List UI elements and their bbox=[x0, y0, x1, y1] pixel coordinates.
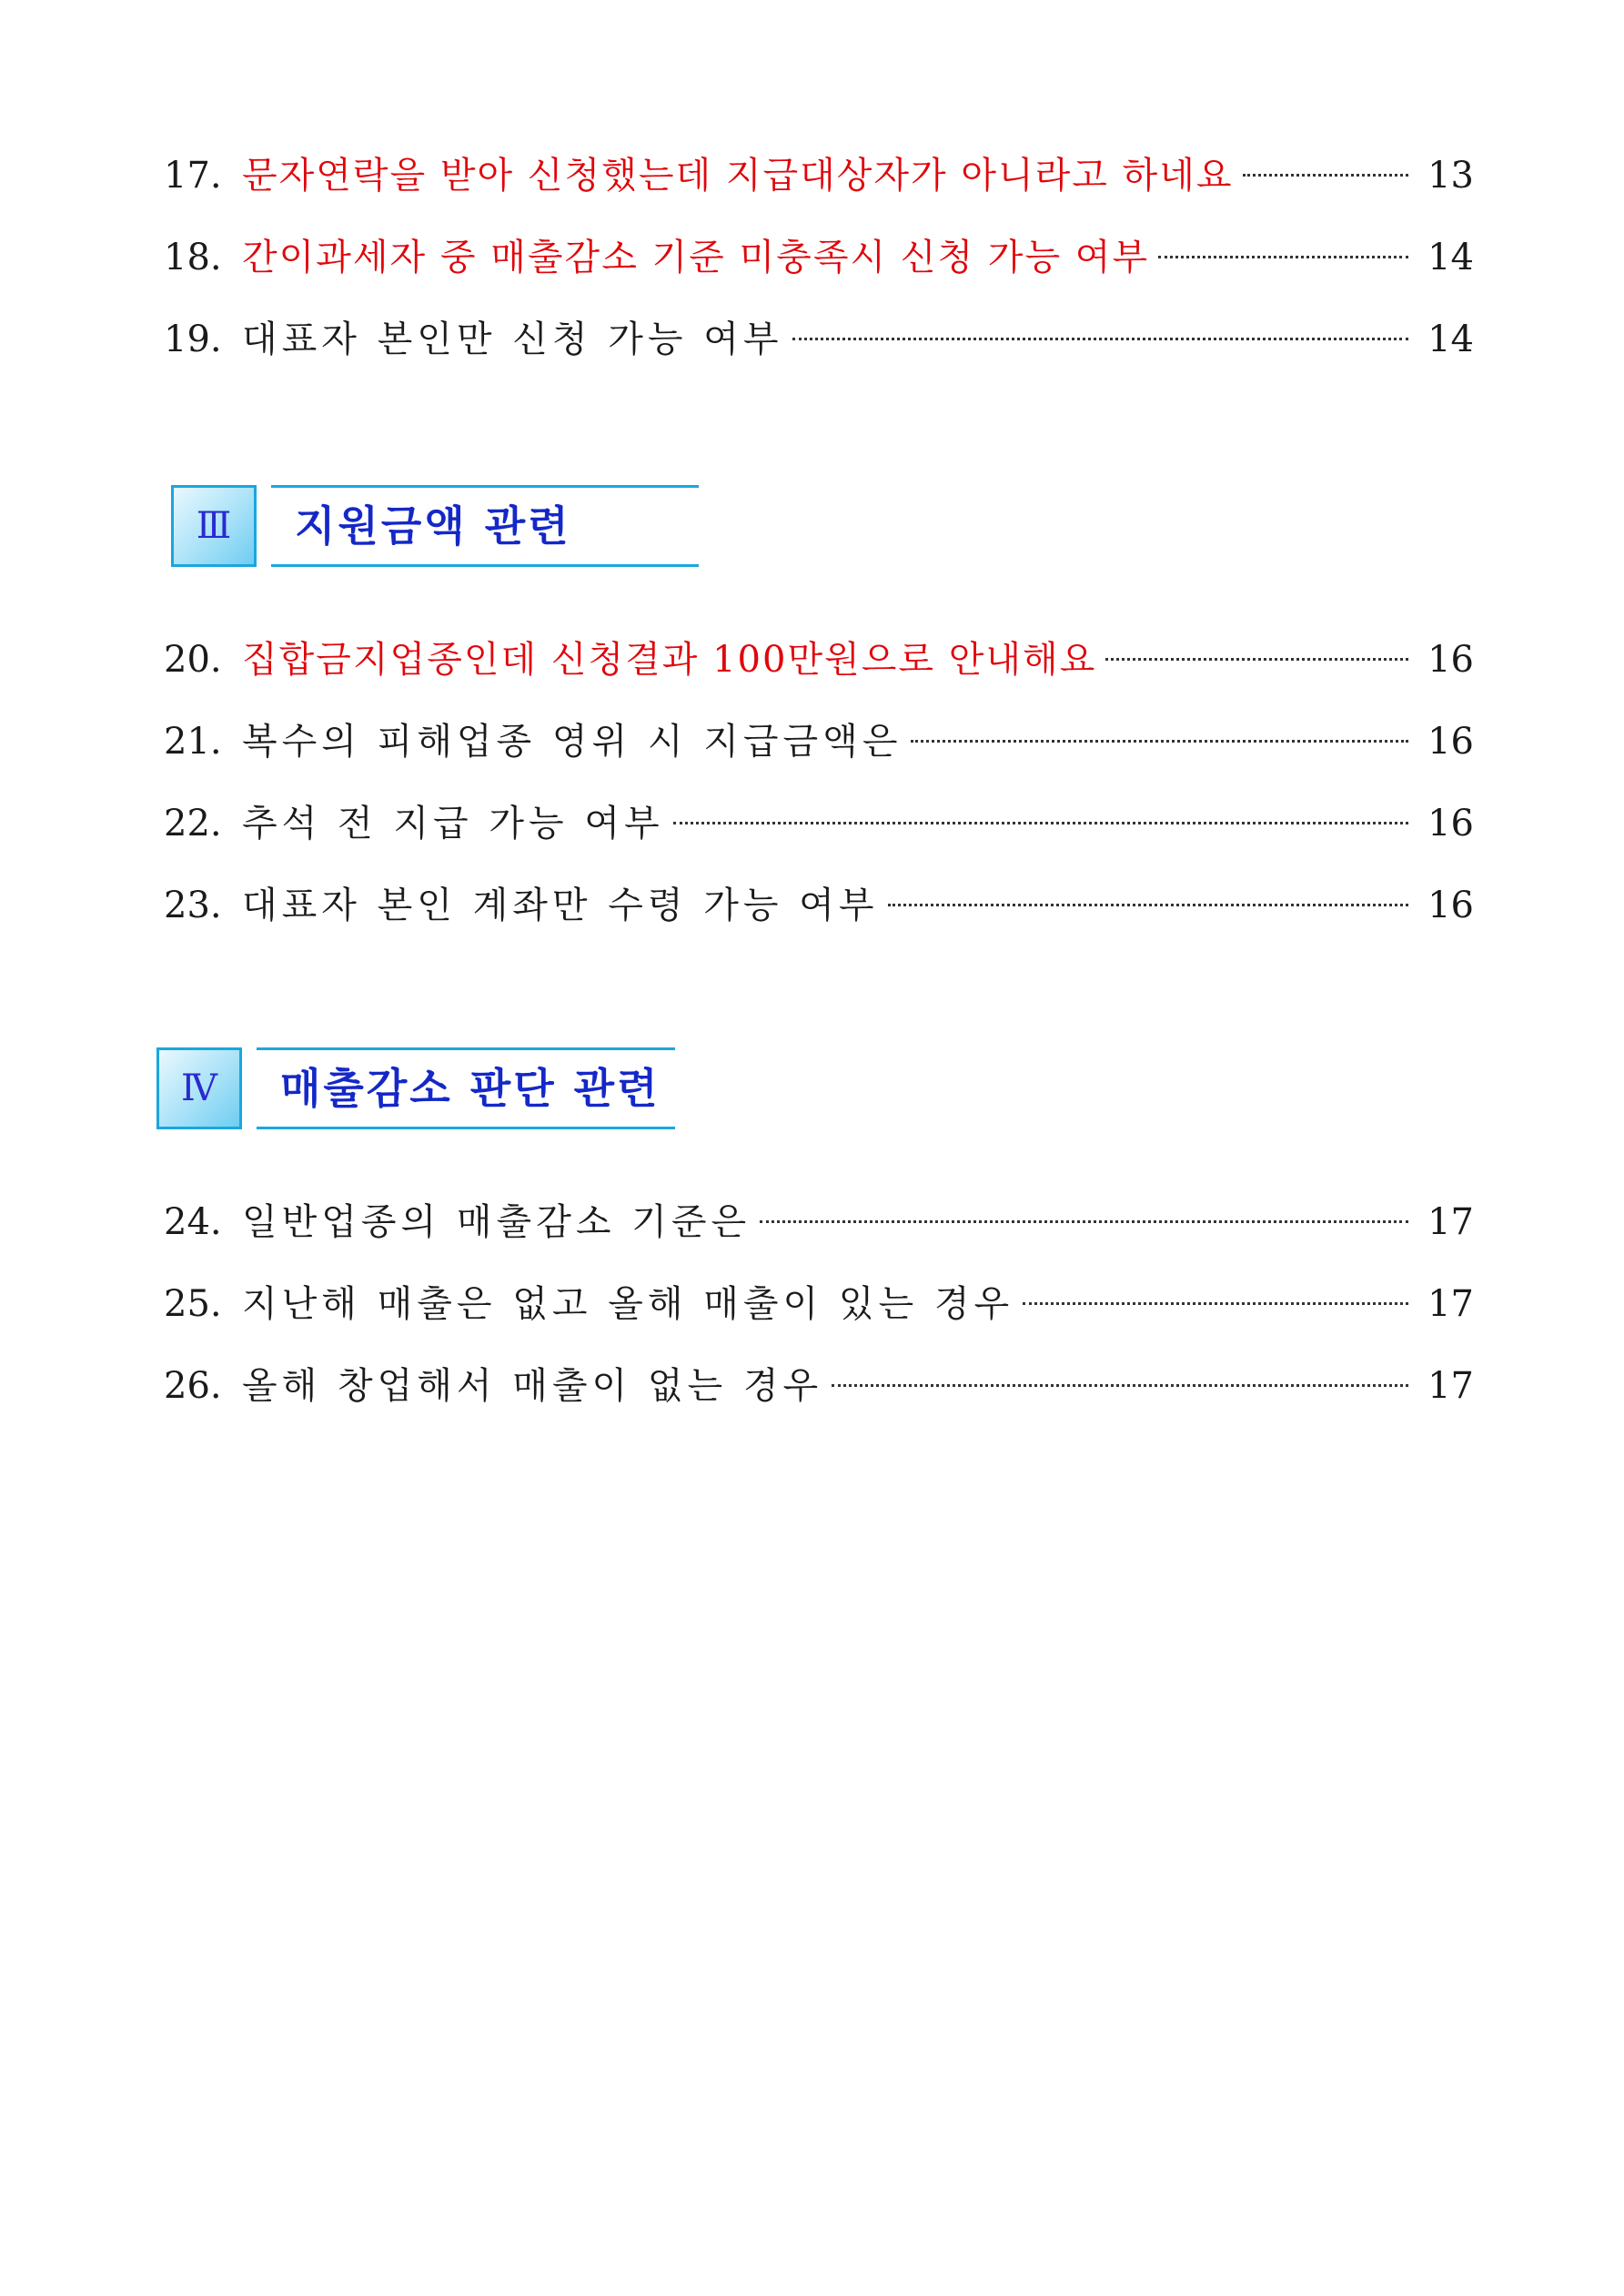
toc-entry-number: 23. bbox=[164, 885, 222, 926]
toc-entry-26[interactable] bbox=[164, 1345, 1474, 1427]
toc-entry-17[interactable] bbox=[164, 135, 1474, 217]
section-numeral-badge: Ⅳ bbox=[156, 1047, 242, 1129]
section-title: 지원금액 관련 bbox=[295, 501, 571, 551]
toc-leader-dots bbox=[888, 904, 1408, 906]
toc-entry-number: 25. bbox=[164, 1283, 222, 1325]
toc-entry-number: 18. bbox=[164, 237, 222, 278]
toc-entry-page: 16 bbox=[1427, 885, 1474, 926]
toc-entry-number: 20. bbox=[164, 639, 222, 681]
toc-entry-page: 17 bbox=[1427, 1283, 1474, 1325]
toc-entry-title: 문자연락을 받아 신청했는데 지급대상자가 아니라고 하네요 bbox=[242, 155, 1234, 197]
toc-leader-dots bbox=[792, 338, 1408, 340]
toc-entry-number: 21. bbox=[164, 721, 222, 763]
toc-entry-23[interactable] bbox=[164, 865, 1474, 946]
toc-group-1 bbox=[164, 135, 1474, 380]
toc-group-3 bbox=[164, 619, 1474, 946]
section-numeral-badge: Ⅲ bbox=[171, 485, 257, 567]
toc-entry-title: 올해 창업해서 매출이 없는 경우 bbox=[242, 1365, 823, 1407]
toc-entry-title: 일반업종의 매출감소 기준은 bbox=[242, 1201, 751, 1243]
toc-entry-number: 26. bbox=[164, 1365, 222, 1407]
toc-entry-page: 14 bbox=[1427, 319, 1474, 360]
toc-entry-25[interactable] bbox=[164, 1263, 1474, 1345]
toc-entry-page: 17 bbox=[1427, 1201, 1474, 1243]
toc-entry-20[interactable] bbox=[164, 619, 1474, 701]
toc-entry-number: 24. bbox=[164, 1201, 222, 1243]
toc-entry-18[interactable] bbox=[164, 217, 1474, 298]
section-title-frame bbox=[257, 1047, 675, 1129]
toc-entry-title: 추석 전 지급 가능 여부 bbox=[242, 803, 664, 845]
toc-entry-page: 13 bbox=[1427, 155, 1474, 197]
section-header-3 bbox=[171, 485, 699, 572]
toc-entry-title: 대표자 본인 계좌만 수령 가능 여부 bbox=[242, 885, 879, 926]
toc-entry-19[interactable] bbox=[164, 298, 1474, 380]
toc-leader-dots bbox=[832, 1384, 1408, 1387]
toc-entry-page: 16 bbox=[1427, 639, 1474, 681]
toc-entry-title: 대표자 본인만 신청 가능 여부 bbox=[242, 319, 783, 360]
toc-entry-number: 22. bbox=[164, 803, 222, 845]
toc-entry-title: 지난해 매출은 없고 올해 매출이 있는 경우 bbox=[242, 1283, 1014, 1325]
toc-leader-dots bbox=[1158, 256, 1408, 258]
toc-entry-page: 14 bbox=[1427, 237, 1474, 278]
toc-leader-dots bbox=[1243, 174, 1408, 177]
toc-leader-dots bbox=[760, 1220, 1408, 1223]
toc-entry-page: 16 bbox=[1427, 803, 1474, 845]
toc-leader-dots bbox=[1105, 658, 1408, 661]
toc-entry-page: 16 bbox=[1427, 721, 1474, 763]
toc-entry-number: 17. bbox=[164, 155, 222, 197]
toc-entry-title: 간이과세자 중 매출감소 기준 미충족시 신청 가능 여부 bbox=[242, 237, 1150, 278]
toc-leader-dots bbox=[673, 822, 1408, 824]
toc-group-4 bbox=[164, 1181, 1474, 1427]
toc-entry-24[interactable] bbox=[164, 1181, 1474, 1263]
toc-entry-title: 집합금지업종인데 신청결과 100만원으로 안내해요 bbox=[242, 639, 1097, 681]
toc-entry-number: 19. bbox=[164, 319, 222, 360]
toc-entry-22[interactable] bbox=[164, 783, 1474, 865]
section-title-frame bbox=[271, 485, 699, 567]
toc-leader-dots bbox=[1023, 1302, 1408, 1305]
toc-leader-dots bbox=[911, 740, 1408, 743]
section-title: 매출감소 판단 관련 bbox=[280, 1064, 661, 1113]
section-header-4 bbox=[156, 1047, 684, 1135]
toc-entry-title: 복수의 피해업종 영위 시 지급금액은 bbox=[242, 721, 903, 763]
toc-entry-page: 17 bbox=[1427, 1365, 1474, 1407]
toc-entry-21[interactable] bbox=[164, 701, 1474, 783]
